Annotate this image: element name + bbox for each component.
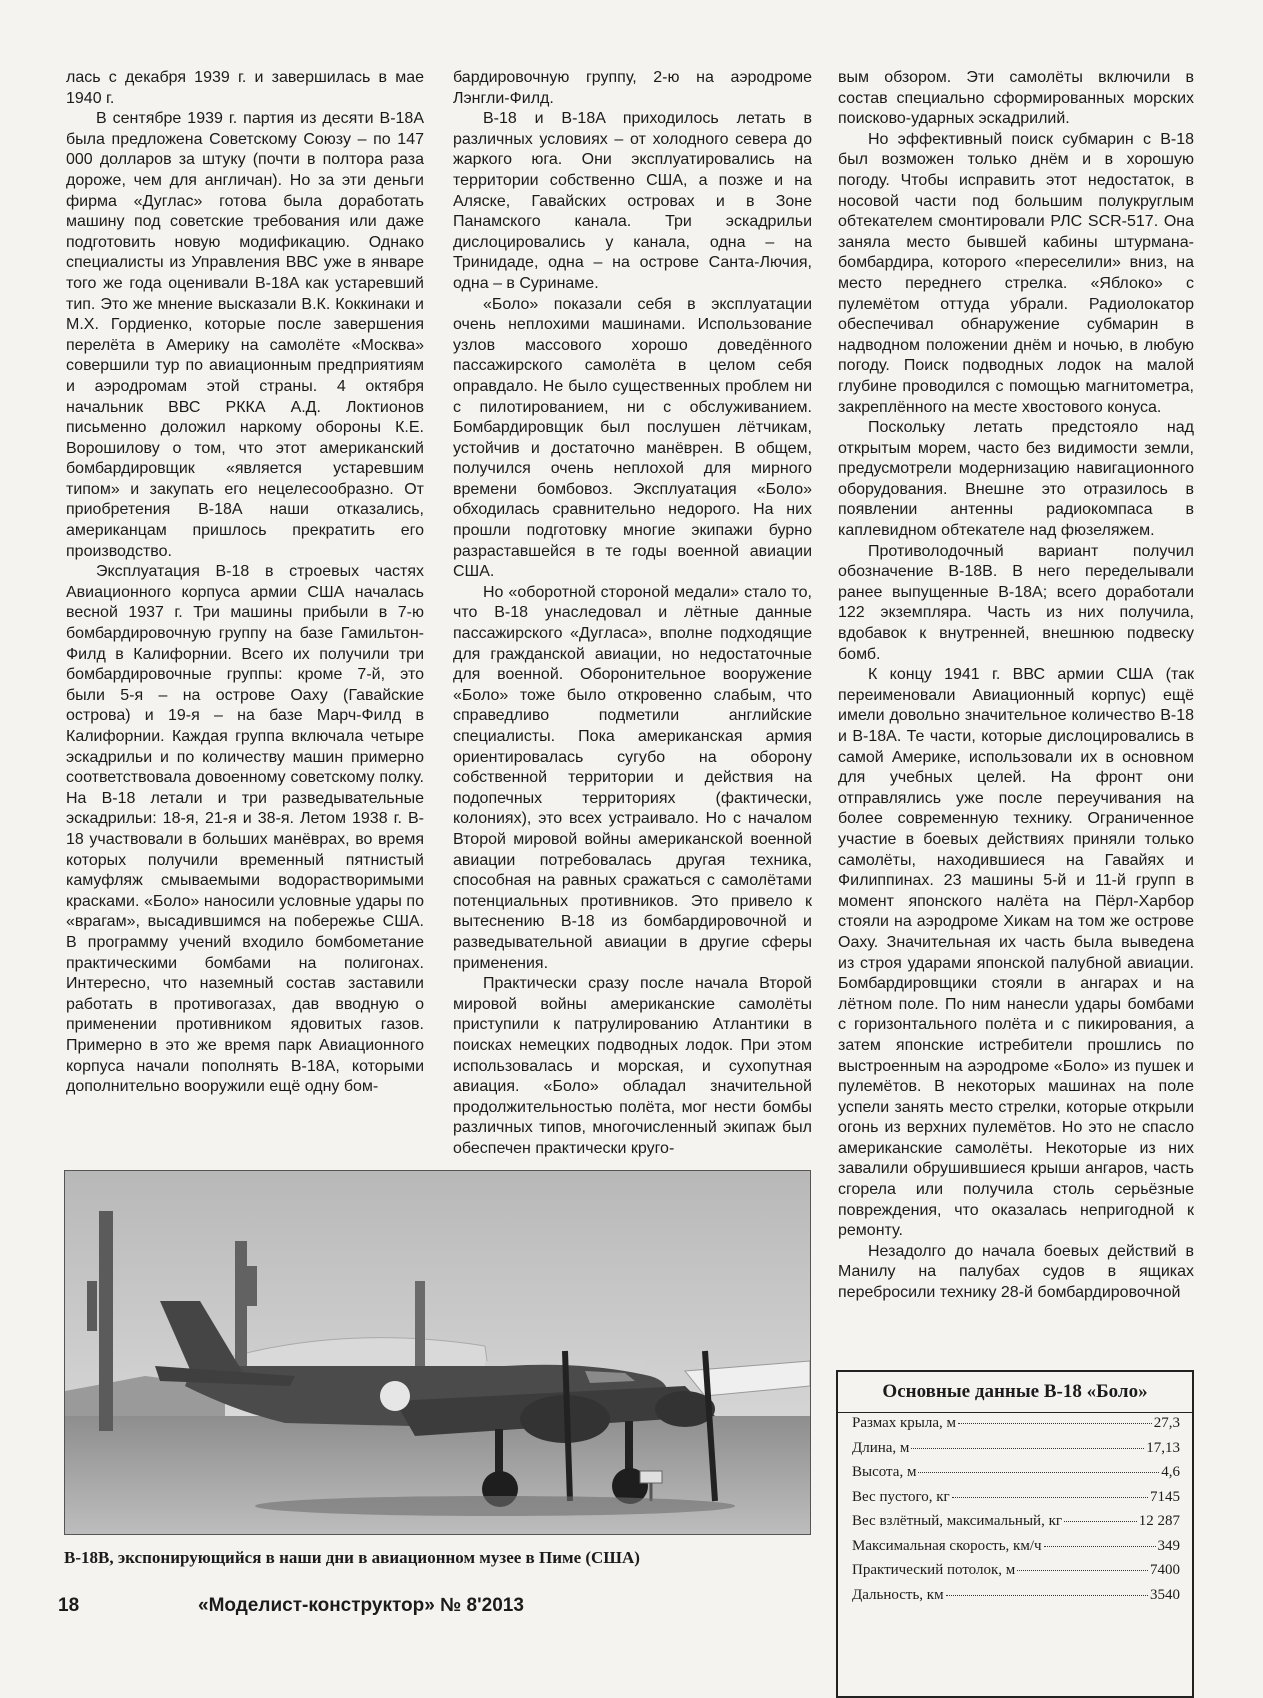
dot-leader: [952, 1497, 1148, 1498]
paragraph: лась с декабря 1939 г. и завершилась в мае 1940 г.: [66, 69, 424, 107]
paragraph: «Боло» показали себя в эксплуатации очень неплохими машинами. Использование узлов массового хорошо доведённого пассажирского самолёта в целом себя оправдало. Не было существенных проблем ни с пилотированием, ни с обслуживанием. Бомбардировщик был послушен лётчикам, устойчив и достаточно манёврен. В общем, получился очень неплохой для мирного времени бомбовоз. Эксплуатация «Боло» обходилась сравнительно недорого. На них прошли подготовку многие экипажи бурно разраставшейся в те годы военной авиации США.: [453, 295, 812, 581]
dot-leader: [911, 1448, 1144, 1449]
spec-row: [852, 1587, 1180, 1612]
paragraph: B-18 и B-18A приходилось летать в различных условиях – от холодного севера до жаркого юга. Они эксплуатировались на территории собственно США, а позже и на Аляске, Гавайских островах и в Зоне Панамского канала. Три эскадрильи дислоцировались у канала, одна – на Тринидаде, одна – на острове Санта-Лючия, одна – в Суринаме.: [453, 110, 812, 292]
paragraph: Но «оборотной стороной медали» стало то, что B-18 унаследовал и лётные данные пассажирского «Дугласа», вполне подходящие для гражданской авиации, но недостаточные для военной. Оборонительное вооружение «Боло» тоже было откровенно слабым, что справедливо подметили английские специалисты. Пока американская армия ориентировалась сугубо на оборону собственной территории и действия на подопечных территориях (фактически, колониях), это всех устраивало. Но с началом Второй мировой войны американской военной авиации потребовалась другая техника, способная на равных сражаться с самолётами потенциальных противников. Это привело к вытеснению B-18 из бомбардировочной и разведывательной авиации в другие сферы применения.: [453, 583, 812, 972]
spec-value: 7400: [1150, 1562, 1180, 1578]
photo-caption: B-18B, экспонирующийся в наши дни в авиационном музее в Пиме (США): [64, 1548, 640, 1567]
spec-label: Вес пустого, кг: [852, 1488, 950, 1505]
dot-leader: [1064, 1521, 1137, 1522]
aircraft-photo: [64, 1170, 811, 1535]
paragraph: Поскольку летать предстояло над открытым морем, часто без видимости земли, предусмотрели модернизацию навигационного оборудования. Внешне это отразилось в появлении антенны радиокомпаса в каплевидном обтекателе над фюзеляжем.: [838, 419, 1194, 540]
b18b-aircraft-image: [65, 1171, 810, 1534]
paragraph: вым обзором. Эти самолёты включили в состав специально сформированных морских поисково-ударных эскадрилий.: [838, 69, 1194, 128]
paragraph: Но эффективный поиск субмарин с B-18 был возможен только днём и в хорошую погоду. Чтобы исправить этот недостаток, в носовой части под большим полукруглым обтекателем смонтировали РЛС SCR-517. Она заняла место бывшей кабины штурмана-бомбардира, которого «переселили» вниз, на место переднего стрелка. «Яблоко» с пулемётом оттуда убрали. Радиолокатор обеспечивал обнаружение субмарин в надводном положении днём и ночью, в любую погоду. Поиск подводных лодок на малой глубине проводился с помощью магнитометра, закреплённого на месте хвостового конуса.: [838, 130, 1194, 416]
specs-table: [836, 1370, 1194, 1698]
spec-value: 7145: [1150, 1488, 1180, 1505]
article-column-1: [66, 68, 424, 1098]
spec-value: 3540: [1150, 1586, 1180, 1603]
paragraph: бардировочную группу, 2-ю на аэродроме Лэнгли-Филд.: [453, 69, 812, 107]
dot-leader: [918, 1472, 1159, 1473]
spec-row: [852, 1464, 1180, 1489]
article-column-2: [453, 68, 812, 1159]
magazine-title: «Моделист-конструктор» № 8'2013: [198, 1595, 524, 1616]
spec-row: [852, 1415, 1180, 1440]
page-number: 18: [58, 1595, 80, 1616]
dot-leader: [1017, 1570, 1148, 1571]
spec-row: [852, 1513, 1180, 1538]
spec-value: 4,6: [1161, 1464, 1180, 1480]
spec-row: [852, 1562, 1180, 1587]
dot-leader: [946, 1595, 1148, 1596]
paragraph: К концу 1941 г. ВВС армии США (так переименовали Авиационный корпус) ещё имели довольно значительное количество B-18 и B-18A. Те части, которые дислоцировались в самой Америке, использовали их в основном для учебных целей. На фронт они отправлялись уже после переучивания на более современную технику. Ограниченное участие в боевых действиях приняли только самолёты, находившиеся на Гавайях и Филиппинах. 23 машины 5-й и 11-й групп в момент японского налёта на Пёрл-Харбор стояли на аэродроме Хикам на том же острове Оаху. Значительная их часть была выведена из строя ударами японской палубной авиации. Бомбардировщики стояли в ангарах и на лётном поле. По ним нанесли удары бомбами с горизонтального полёта и с пикирования, а затем японские истребители прошлись по выстроенным на аэродроме «Боло» из пушек и пулемётов. В некоторых машинах на поле успели занять место стрелки, которые открыли огонь из верхних пулемётов. Но это не спасло американские самолёты. Некоторые из них завалили обрушившиеся крыши ангаров, часть сгорела или получила столь серьёзные повреждения, что оказалась непригодной к ремонту.: [838, 666, 1194, 1240]
spec-value: 27,3: [1153, 1415, 1180, 1431]
paragraph: Незадолго до начала боевых действий в Манилу на палубах судов в ящиках перебросили технику 28-й бомбардировочной: [838, 1242, 1194, 1302]
spec-label: Высота, м: [852, 1464, 917, 1480]
spec-value: 17,13: [1146, 1439, 1180, 1456]
paragraph: Противолодочный вариант получил обозначение B-18B. В него переделывали ранее выпущенные B-18A; всего доработали 122 экземпляра. Часть из них получила, вдобавок к внутренней, внешнюю подвеску бомб.: [838, 542, 1194, 663]
page-footer: [58, 1595, 758, 1617]
spec-label: Дальность, км: [852, 1586, 944, 1603]
spec-label: Практический потолок, м: [852, 1562, 1016, 1578]
article-column-3: [838, 68, 1194, 1304]
spec-value: 12 287: [1138, 1513, 1180, 1529]
spec-label: Размах крыла, м: [852, 1415, 957, 1431]
paragraph: Практически сразу после начала Второй мировой войны американские самолёты приступили к патрулированию Атлантики в поисках немецких подводных лодок. При этом использовалась и морская, и сухопутная авиация. «Боло» обладал значительной продолжительностью полёта, мог нести бомбы различных типов, многочисленный экипаж был обеспечен практически круго-: [453, 975, 812, 1157]
specs-title: Основные данные B-18 «Боло»: [838, 1372, 1192, 1413]
paragraph: Эксплуатация B-18 в строевых частях Авиационного корпуса армии США началась весной 1937 г. Три машины прибыли в 7-ю бомбардировочную группу на базе Гамильтон-Филд в Калифорнии. Всего их получили три бомбардировочные группы: кроме 7-й, это были 5-я – на острове Оаху (Гавайские острова) и 19-я – на базе Марч-Филд в Калифорнии. Каждая группа включала четыре эскадрильи и по количеству машин примерно соответствовала довоенному советскому полку. На B-18 летали и три разведывательные эскадрильи: 18-я, 21-я и 38-я. Летом 1938 г. B-18 участвовали в больших манёврах, во время которых получили временный пятнистый камуфляж смываемыми водорастворимыми красками. «Боло» наносили условные удары по «врагам», высадившимся на побережье США. В программу учений входило бомбометание практическими бомбами на полигонах. Интересно, что наземный состав заставили работать в противогазах, дав вводную о применении противником ядовитых газов. Примерно в это же время парк Авиационного корпуса начали пополнять B-18A, которыми дополнительно вооружили ещё одну бом-: [66, 563, 424, 1096]
spec-label: Длина, м: [852, 1439, 910, 1456]
spec-row: [852, 1489, 1180, 1514]
spec-label: Вес взлётный, максимальный, кг: [852, 1513, 1063, 1529]
spec-value: 349: [1157, 1537, 1180, 1554]
dot-leader: [958, 1423, 1152, 1424]
spec-label: Максимальная скорость, км/ч: [852, 1537, 1042, 1554]
dot-leader: [1044, 1546, 1156, 1547]
paragraph: В сентябре 1939 г. партия из десяти B-18A была предложена Советскому Союзу – по 147 000 долларов за штуку (почти в полтора раза дороже, чем для англичан). Но за эти деньги фирма «Дуглас» готова была доработать машину под советские требования или даже подготовить новую модификацию. Однако специалисты из Управления ВВС уже в январе того же года оценивали B-18A как устаревший тип. Это же мнение высказали В.К. Коккинаки и М.Х. Гордиенко, которые после завершения перелёта в Америку на самолёте «Москва» совершили тур по авиационным предприятиям и аэродромам этой страны. 4 октября начальник ВВС РККА А.Д. Локтионов письменно доложил наркому обороны К.Е. Ворошилову о том, что этот американский бомбардировщик «является устаревшим типом» и закупать его нецелесообразно. От приобретения B-18A наши отказались, американцам пришлось прекратить его производство.: [66, 110, 424, 560]
spec-row: [852, 1538, 1180, 1563]
spec-row: [852, 1440, 1180, 1465]
